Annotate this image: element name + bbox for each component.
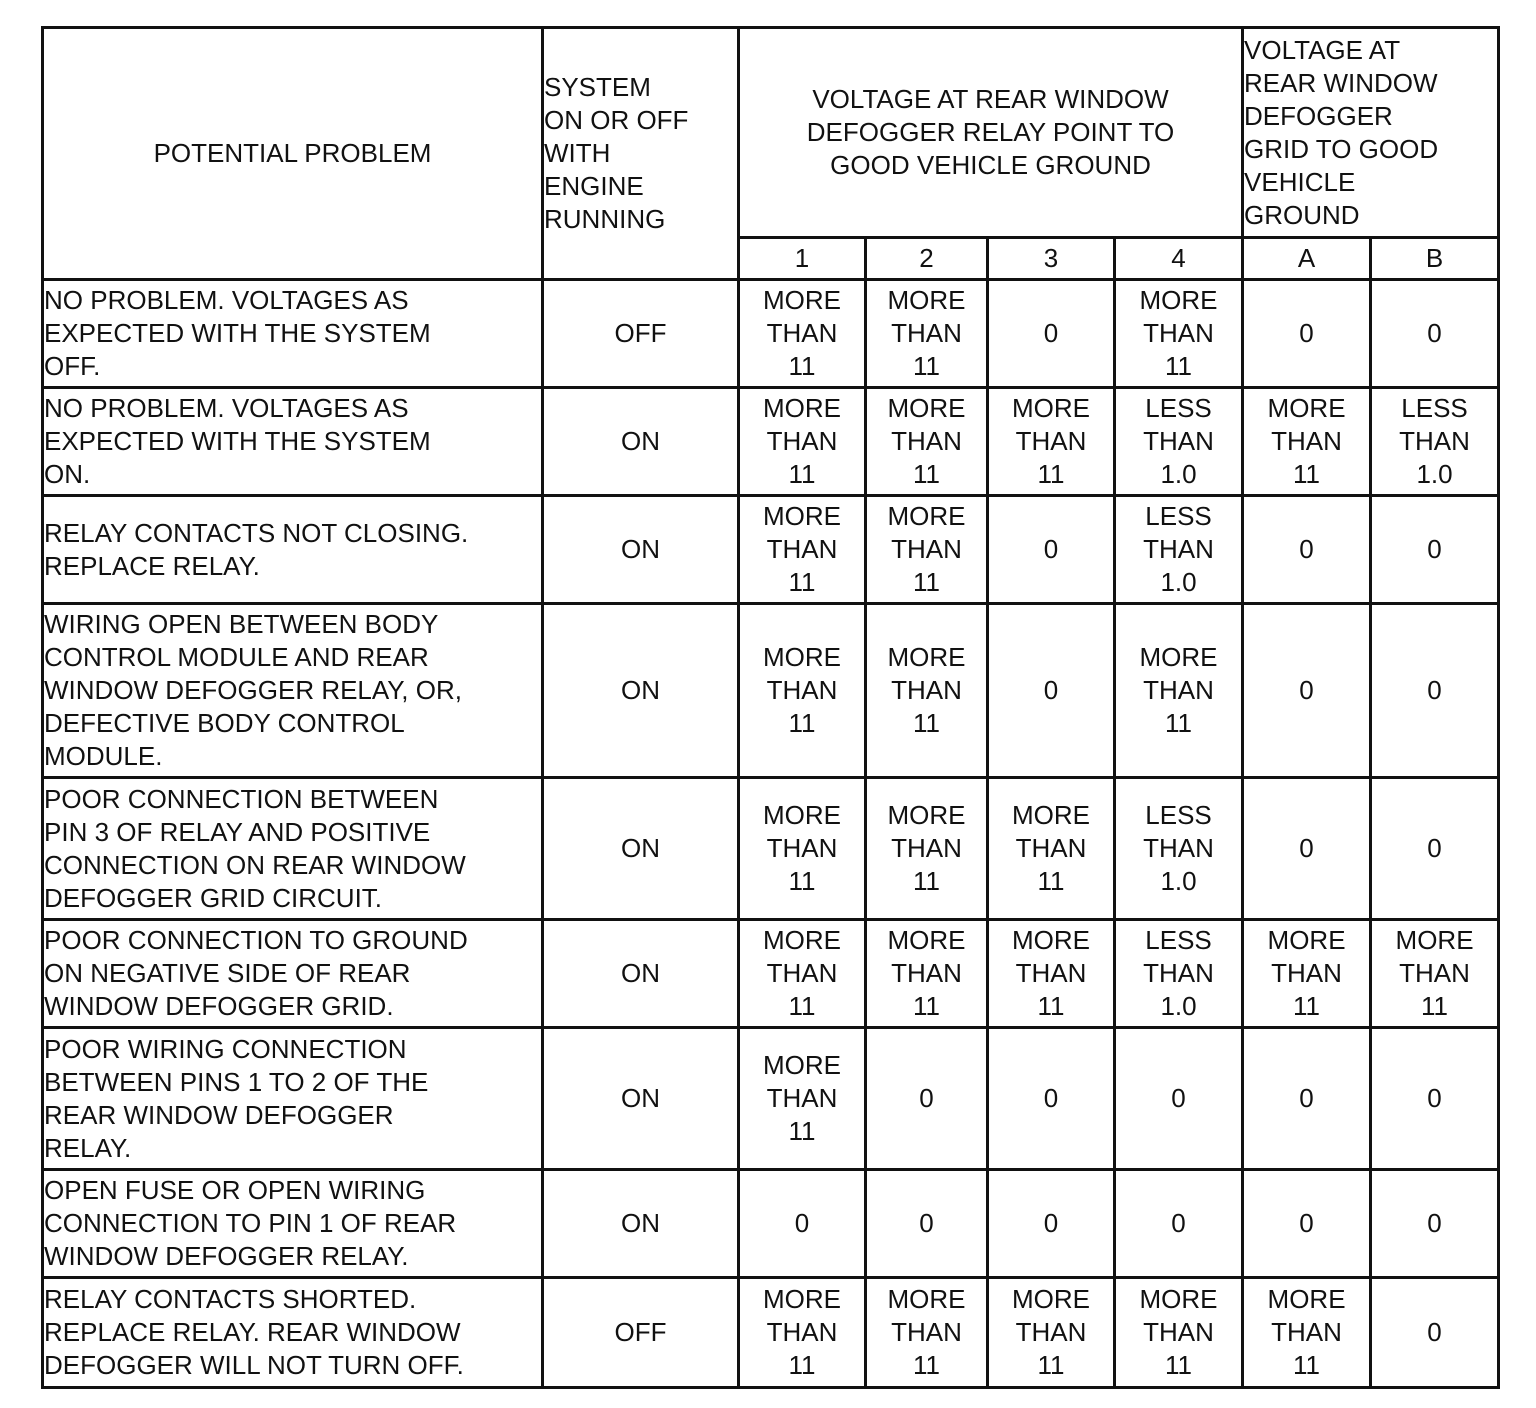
system-state-cell: ON (543, 1170, 739, 1278)
voltage-cell: MORE THAN 11 (739, 1278, 866, 1388)
voltage-cell: MORE THAN 11 (866, 604, 988, 778)
voltage-cell: MORE THAN 11 (866, 1278, 988, 1388)
voltage-cell: LESS THAN 1.0 (1115, 496, 1243, 604)
voltage-cell: 0 (988, 1028, 1115, 1170)
system-state-cell: ON (543, 496, 739, 604)
voltage-cell: 0 (1243, 1028, 1371, 1170)
voltage-cell: MORE THAN 11 (739, 920, 866, 1028)
system-state-cell: ON (543, 604, 739, 778)
problem-cell: RELAY CONTACTS NOT CLOSING. REPLACE RELAY. (43, 496, 543, 604)
voltage-cell: MORE THAN 11 (739, 604, 866, 778)
voltage-cell: 0 (1371, 1028, 1499, 1170)
voltage-cell: 0 (1371, 280, 1499, 388)
voltage-cell: MORE THAN 11 (739, 388, 866, 496)
table-row (43, 1278, 1499, 1388)
problem-cell: POOR CONNECTION TO GROUND ON NEGATIVE SIDE OF REAR WINDOW DEFOGGER GRID. (43, 920, 543, 1028)
problem-cell: RELAY CONTACTS SHORTED. REPLACE RELAY. REAR WINDOW DEFOGGER WILL NOT TURN OFF. (43, 1278, 543, 1388)
voltage-cell: LESS THAN 1.0 (1371, 388, 1499, 496)
voltage-cell: MORE THAN 11 (739, 280, 866, 388)
table-row (43, 920, 1499, 1028)
system-state-cell: OFF (543, 280, 739, 388)
problem-cell: NO PROBLEM. VOLTAGES AS EXPECTED WITH THE SYSTEM ON. (43, 388, 543, 496)
voltage-cell: MORE THAN 11 (1115, 604, 1243, 778)
voltage-cell: 0 (739, 1170, 866, 1278)
voltage-cell: MORE THAN 11 (866, 778, 988, 920)
table-row (43, 604, 1499, 778)
problem-cell: OPEN FUSE OR OPEN WIRING CONNECTION TO PIN 1 OF REAR WINDOW DEFOGGER RELAY. (43, 1170, 543, 1278)
system-state-cell: ON (543, 778, 739, 920)
table-row (43, 496, 1499, 604)
voltage-cell: 0 (1371, 496, 1499, 604)
voltage-cell: MORE THAN 11 (866, 388, 988, 496)
voltage-cell: 0 (988, 604, 1115, 778)
voltage-cell: 0 (1371, 604, 1499, 778)
problem-cell: POOR WIRING CONNECTION BETWEEN PINS 1 TO 2 OF THE REAR WINDOW DEFOGGER RELAY. (43, 1028, 543, 1170)
voltage-cell: MORE THAN 11 (1243, 1278, 1371, 1388)
table-row (43, 1028, 1499, 1170)
voltage-cell: MORE THAN 11 (739, 778, 866, 920)
voltage-cell: 0 (1371, 1278, 1499, 1388)
table-row (43, 1170, 1499, 1278)
header-grid-voltage: VOLTAGE AT REAR WINDOW DEFOGGER GRID TO GOOD VEHICLE GROUND (1243, 28, 1499, 238)
voltage-cell: 0 (1115, 1170, 1243, 1278)
voltage-cell: MORE THAN 11 (988, 920, 1115, 1028)
voltage-cell: LESS THAN 1.0 (1115, 388, 1243, 496)
voltage-cell: MORE THAN 11 (739, 496, 866, 604)
diagnostic-table (41, 26, 1500, 1389)
voltage-cell: 0 (988, 280, 1115, 388)
subheader-pin-2: 2 (866, 238, 988, 280)
table-row (43, 388, 1499, 496)
voltage-cell: MORE THAN 11 (1115, 1278, 1243, 1388)
voltage-cell: 0 (866, 1028, 988, 1170)
system-state-cell: ON (543, 1028, 739, 1170)
voltage-cell: LESS THAN 1.0 (1115, 778, 1243, 920)
voltage-cell: MORE THAN 11 (988, 778, 1115, 920)
subheader-pin-3: 3 (988, 238, 1115, 280)
voltage-cell: MORE THAN 11 (866, 920, 988, 1028)
subheader-point-b: B (1371, 238, 1499, 280)
header-system-state: SYSTEM ON OR OFF WITH ENGINE RUNNING (543, 28, 739, 280)
voltage-cell: 0 (1243, 778, 1371, 920)
voltage-cell: MORE THAN 11 (988, 388, 1115, 496)
voltage-cell: MORE THAN 11 (866, 280, 988, 388)
voltage-cell: LESS THAN 1.0 (1115, 920, 1243, 1028)
voltage-cell: MORE THAN 11 (988, 1278, 1115, 1388)
voltage-cell: MORE THAN 11 (1115, 280, 1243, 388)
voltage-cell: 0 (1243, 496, 1371, 604)
problem-cell: POOR CONNECTION BETWEEN PIN 3 OF RELAY AND POSITIVE CONNECTION ON REAR WINDOW DEFOGGER GRID CIRCUIT. (43, 778, 543, 920)
voltage-cell: MORE THAN 11 (1371, 920, 1499, 1028)
table-row (43, 778, 1499, 920)
problem-cell: NO PROBLEM. VOLTAGES AS EXPECTED WITH THE SYSTEM OFF. (43, 280, 543, 388)
voltage-cell: 0 (1371, 778, 1499, 920)
table-row (43, 280, 1499, 388)
header-potential-problem: POTENTIAL PROBLEM (43, 28, 543, 280)
subheader-pin-4: 4 (1115, 238, 1243, 280)
header-relay-voltage: VOLTAGE AT REAR WINDOW DEFOGGER RELAY POINT TO GOOD VEHICLE GROUND (739, 28, 1243, 238)
voltage-cell: MORE THAN 11 (1243, 920, 1371, 1028)
voltage-cell: 0 (1243, 604, 1371, 778)
voltage-cell: 0 (1115, 1028, 1243, 1170)
voltage-cell: 0 (988, 496, 1115, 604)
problem-cell: WIRING OPEN BETWEEN BODY CONTROL MODULE AND REAR WINDOW DEFOGGER RELAY, OR, DEFECTIVE BODY CONTROL MODULE. (43, 604, 543, 778)
voltage-cell: 0 (1243, 1170, 1371, 1278)
subheader-point-a: A (1243, 238, 1371, 280)
system-state-cell: OFF (543, 1278, 739, 1388)
voltage-cell: 0 (1371, 1170, 1499, 1278)
voltage-cell: MORE THAN 11 (866, 496, 988, 604)
voltage-cell: MORE THAN 11 (739, 1028, 866, 1170)
voltage-cell: MORE THAN 11 (1243, 388, 1371, 496)
voltage-cell: 0 (866, 1170, 988, 1278)
voltage-cell: 0 (988, 1170, 1115, 1278)
voltage-cell: 0 (1243, 280, 1371, 388)
system-state-cell: ON (543, 388, 739, 496)
subheader-pin-1: 1 (739, 238, 866, 280)
system-state-cell: ON (543, 920, 739, 1028)
